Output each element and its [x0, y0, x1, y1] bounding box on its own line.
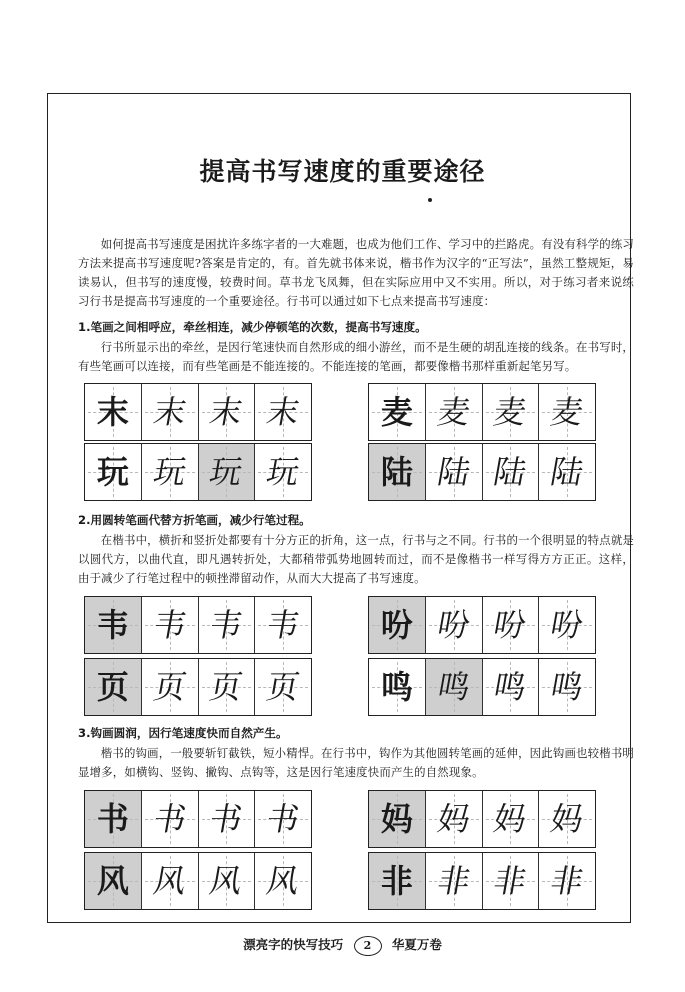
practice-grid-wei [84, 596, 312, 654]
grid-cell: 非 [482, 853, 539, 909]
grid-cell: 末 [141, 384, 198, 440]
grid-cell: 陆 [369, 444, 425, 500]
grid-cell: 麦 [538, 384, 595, 440]
practice-grid-wan [84, 443, 312, 501]
grid-cell: 页 [85, 659, 141, 715]
grid-cell: 末 [198, 384, 255, 440]
grid-cell: 非 [538, 853, 595, 909]
decorative-dot [428, 198, 432, 202]
grid-cell: 韦 [198, 597, 255, 653]
grid-cell: 书 [198, 791, 255, 847]
grid-cell: 陆 [425, 444, 482, 500]
section-1-text: 行书所显示出的牵丝，是因行笔速快而自然形成的细小游丝，而不是生硬的胡乱连接的线条。在书写时，有些笔画可以连接，而有些笔画是不能连接的。不能连接的笔画，都要像楷书那样重新起笔另写。 [78, 340, 634, 373]
grid-cell: 吩 [369, 597, 425, 653]
grid-cell: 风 [141, 853, 198, 909]
intro-paragraph [78, 235, 634, 311]
grid-cell: 鸣 [425, 659, 482, 715]
grid-cell: 书 [85, 791, 141, 847]
grid-cell: 页 [141, 659, 198, 715]
grid-cell: 末 [85, 384, 141, 440]
section-3-heading: 3.钩画圆润，因行笔速度快而自然产生。 [78, 726, 288, 740]
grid-cell: 妈 [425, 791, 482, 847]
grid-cell: 韦 [141, 597, 198, 653]
practice-grid-ming [368, 658, 596, 716]
grid-cell: 风 [198, 853, 255, 909]
book-title: 漂亮字的快写技巧 [243, 937, 344, 952]
section-1-heading: 1.笔画之间相呼应，牵丝相连，减少停顿笔的次数，提高书写速度。 [78, 320, 427, 334]
grid-cell: 玩 [141, 444, 198, 500]
page-footer [0, 935, 685, 956]
publisher: 华夏万卷 [391, 937, 442, 952]
grid-cell: 韦 [254, 597, 311, 653]
grid-cell: 玩 [254, 444, 311, 500]
grid-cell: 妈 [482, 791, 539, 847]
practice-grid-fei [368, 852, 596, 910]
page-number: 2 [354, 936, 382, 956]
page-title: 提高书写速度的重要途径 [199, 157, 486, 186]
section-3-text: 楷书的钩画，一般要斩钉截铁，短小精悍。在行书中，钩作为其他圆转笔画的延伸，因此钩画也较楷书明显增多，如横钩、竖钩、撇钩、点钩等，这是因行笔速度快而产生的自然现象。 [78, 746, 634, 779]
grid-cell: 吩 [425, 597, 482, 653]
practice-grid-shu [84, 790, 312, 848]
grid-cell: 非 [425, 853, 482, 909]
grid-cell: 妈 [538, 791, 595, 847]
grid-cell: 风 [85, 853, 141, 909]
grid-cell: 风 [254, 853, 311, 909]
grid-cell: 书 [141, 791, 198, 847]
grid-cell: 玩 [198, 444, 255, 500]
practice-grid-fen [368, 596, 596, 654]
grid-cell: 麦 [425, 384, 482, 440]
section-3-body [78, 744, 634, 782]
intro-text: 如何提高书写速度是困扰许多练字者的一大难题，也成为他们工作、学习中的拦路虎。有没有科学的练习方法来提高书写速度呢?答案是肯定的，有。首先就书体来说，楷书作为汉字的“正写法”，虽然工整规矩，易读易认，但书写的速度慢，较费时间。草书龙飞凤舞，但在实际应用中又不实用。所以，对于练习者来说练习行书是提高书写速度的一个重要途径。行书可以通过如下七点来提高书写速度： [78, 237, 634, 308]
section-1-body [78, 338, 634, 376]
practice-grid-mo [84, 383, 312, 441]
section-2-heading: 2.用圆转笔画代替方折笔画，减少行笔过程。 [78, 513, 311, 527]
practice-grid-lu [368, 443, 596, 501]
practice-grid-ye [84, 658, 312, 716]
grid-cell: 鸣 [538, 659, 595, 715]
grid-cell: 吩 [482, 597, 539, 653]
grid-cell: 鸣 [369, 659, 425, 715]
practice-grid-ma [368, 790, 596, 848]
grid-cell: 韦 [85, 597, 141, 653]
grid-cell: 页 [198, 659, 255, 715]
grid-cell: 麦 [369, 384, 425, 440]
grid-cell: 吩 [538, 597, 595, 653]
grid-cell: 非 [369, 853, 425, 909]
practice-grid-feng [84, 852, 312, 910]
section-2-body [78, 531, 634, 588]
grid-cell: 鸣 [482, 659, 539, 715]
grid-cell: 妈 [369, 791, 425, 847]
practice-grid-mai [368, 383, 596, 441]
grid-cell: 末 [254, 384, 311, 440]
grid-cell: 陆 [538, 444, 595, 500]
grid-cell: 陆 [482, 444, 539, 500]
grid-cell: 书 [254, 791, 311, 847]
grid-cell: 玩 [85, 444, 141, 500]
grid-cell: 页 [254, 659, 311, 715]
section-2-text: 在楷书中，横折和竖折处都要有十分方正的折角，这一点，行书与之不同。行书的一个很明显的特点就是以圆代方，以曲代直，即凡遇转折处，大都稍带弧势地圆转而过，而不是像楷书一样写得方方正正。这样，由于减少了行笔过程中的顿挫滞留动作，从而大大提高了书写速度。 [78, 533, 634, 585]
grid-cell: 麦 [482, 384, 539, 440]
